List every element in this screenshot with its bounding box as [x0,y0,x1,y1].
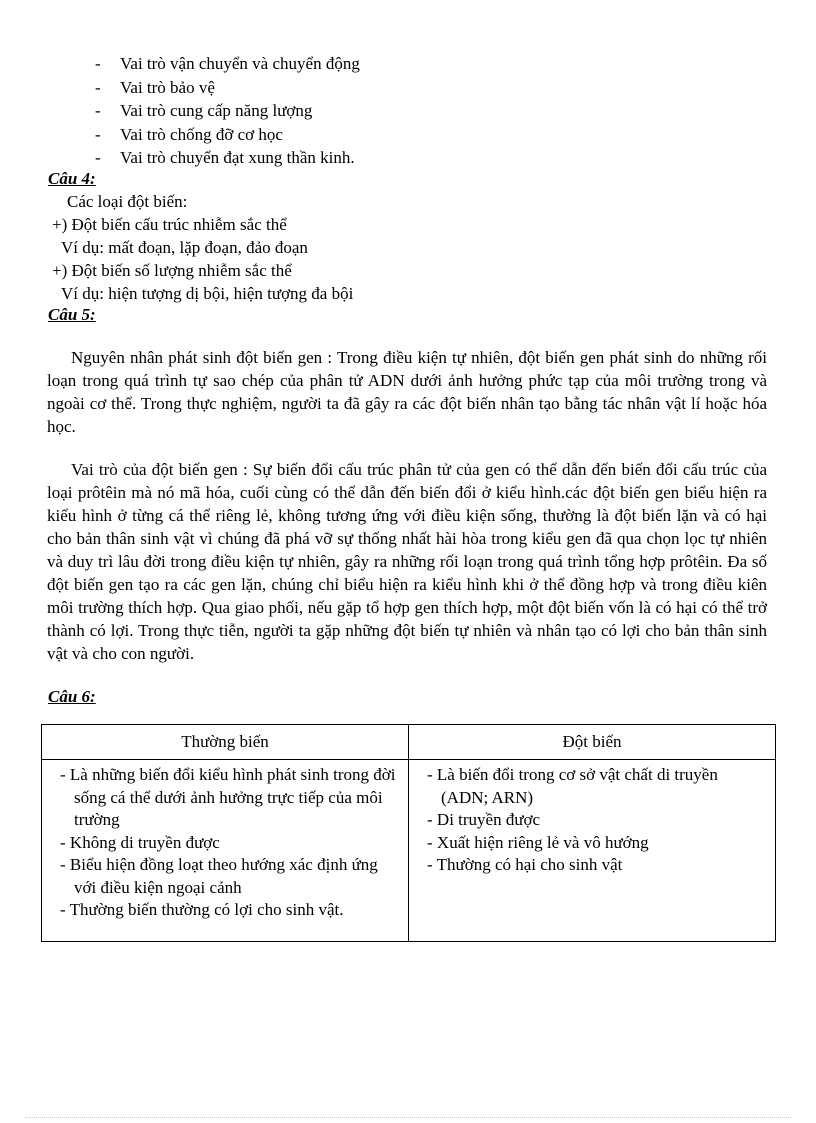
cau5-paragraph-cause: Nguyên nhân phát sinh đột biến gen : Trong điều kiện tự nhiên, đột biến gen phát sinh do những rối loạn trong quá trình tự sao chép của phân tử ADN dưới ảnh hưởng phức tạp của môi trường trong và ngoài cơ thể. Trong thực nghiệm, người ta đã gây ra các đột biến nhân tạo bằng tác nhân vật lí hoặc hóa học. [47,348,767,436]
list-item: - Vai trò chống đỡ cơ học [95,124,283,144]
list-item: - Di truyền được [427,810,541,829]
cau5-paragraph-role: Vai trò của đột biến gen : Sự biến đổi cấu trúc phân tử của gen có thể dẫn đến biến đổi cấu trúc của loại prôtêin mà nó mã hóa, cuối cùng có thể dẫn đến biến đổi ở kiểu hình.các đột biến gen biểu hiện ra kiểu hình ở từng cá thể riêng lẻ, không tương ứng với điều kiện sống, thường là đột biến lặn và có hại cho bản thân sinh vật vì chúng đã phá vỡ sự thống nhất hài hòa trong kiểu gen đã qua chọn lọc tự nhiên và duy trì lâu đời trong điều kiện tự nhiên, gây ra những rối loạn trong quá trình tổng hợp prôtêin. Đa số đột biến gen tạo ra các gen lặn, chúng chỉ biểu hiện ra kiểu hình khi ở thể đồng hợp và trong điều kiên môi trường thích hợp. Qua giao phối, nếu gặp tổ hợp gen thích hợp, một đột biến vốn là có hại có thể trở thành có lợi. Trong thực tiễn, người ta gặp những đột biến tự nhiên và nhân tạo có lợi cho bản thân sinh vật và cho con người. [47,460,767,663]
list-item: - Thường có hại cho sinh vật [427,855,623,874]
column-header-thuong-bien: Thường biến [42,725,409,760]
cau4-item2: +) Đột biến số lượng nhiễm sắc thể [52,261,292,280]
list-item: - Thường biến thường có lợi cho sinh vật. [60,900,344,919]
list-item: - Vai trò cung cấp năng lượng [95,101,313,120]
section3-list [95,52,360,170]
list-item: - Vai trò chuyển đạt xung thần kinh. [95,148,355,167]
comparison-table [41,724,776,942]
cau4-example1: Ví dụ: mất đoạn, lặp đoạn, đảo đoạn [61,238,308,257]
column-header-dot-bien: Đột biến [409,725,776,760]
dot-bien-cell [409,760,776,942]
cau5-heading: Câu 5: [48,305,96,324]
list-item: - Biểu hiện đồng loạt theo hướng xác định ứng với điều kiện ngoại cảnh [60,855,378,897]
cau4-heading: Câu 4: [48,169,96,188]
list-item: - Là những biến đổi kiểu hình phát sinh trong đời sống cá thể dưới ảnh hưởng trực tiếp của môi trường [60,765,396,829]
cau4-example2: Ví dụ: hiện tượng dị bội, hiện tượng đa bội [61,284,354,303]
list-item: - Vai trò bảo vệ [95,77,215,97]
list-item: - Vai trò vận chuyển và chuyển động [95,54,360,73]
page-bottom-divider [25,1117,791,1118]
list-item: - Là biến đổi trong cơ sở vật chất di truyền (ADN; ARN) [427,765,718,807]
list-item: - Xuất hiện riêng lẻ và vô hướng [427,832,649,852]
list-item: - Không di truyền được [60,832,220,852]
thuong-bien-cell [42,760,409,942]
cau6-heading: Câu 6: [48,687,96,706]
cau4-intro: Các loại đột biến: [67,192,188,211]
cau4-item1: +) Đột biến cấu trúc nhiễm sắc thể [52,215,287,234]
table-row [42,760,776,942]
